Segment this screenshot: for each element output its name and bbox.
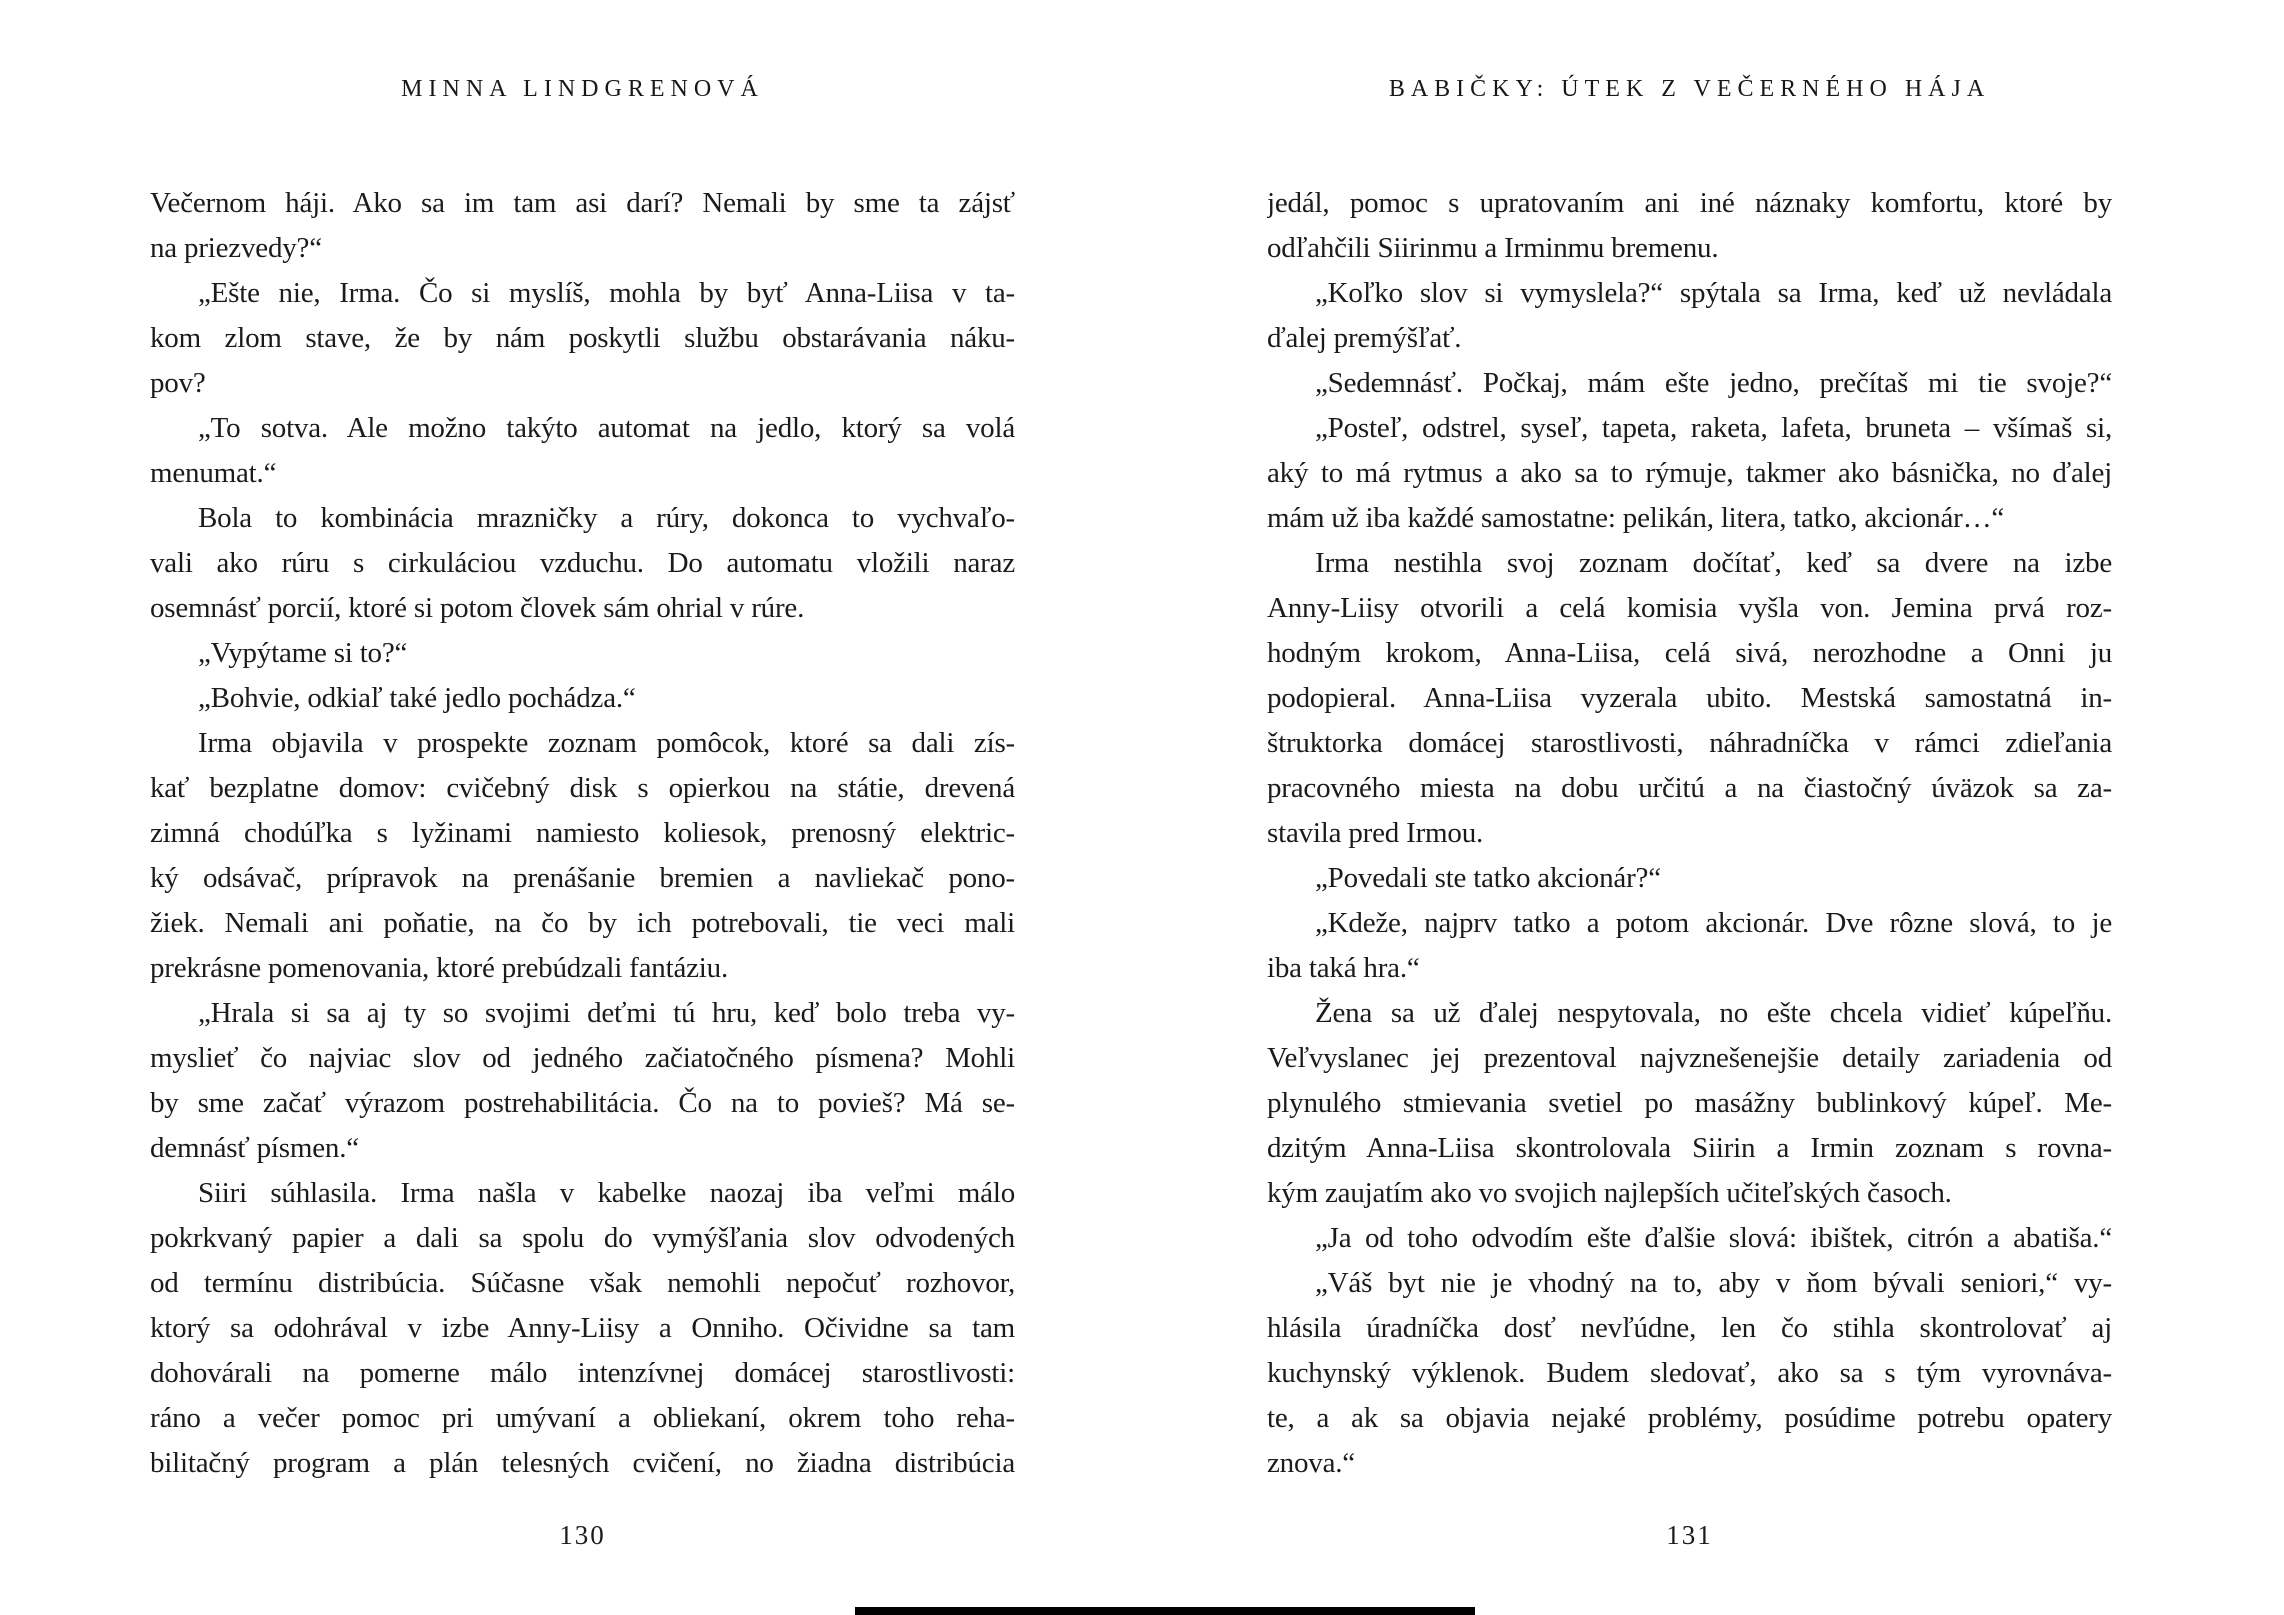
text-line: „Vypýtame si to?“: [198, 637, 408, 669]
running-head-left: MINNA LINDGRENOVÁ: [401, 76, 764, 102]
text-line: te, a ak sa objavia nejaké problémy, posúdime potrebu opatery: [1267, 1402, 2112, 1434]
text-line: menumat.“: [150, 457, 277, 489]
text-line: osemnásť porcií, ktoré si potom človek sám ohrial v rúre.: [150, 592, 805, 624]
text-line: ktorý sa odohrával v izbe Anny-Liisy a Onniho. Očividne sa tam: [150, 1312, 1015, 1344]
text-line: štruktorka domácej starostlivosti, náhradníčka v rámci zdieľania: [1267, 727, 2112, 759]
page-right: [1267, 0, 2112, 1615]
text-line: kom zlom stave, že by nám poskytli službu obstarávania náku-: [150, 322, 1015, 354]
text-line: „Sedemnásť. Počkaj, mám ešte jedno, prečítaš mi tie svoje?“: [1315, 367, 2112, 399]
page-body-right: [1267, 181, 2112, 1486]
text-line: ďalej premýšľať.: [1267, 322, 1462, 354]
text-line: dohovárali na pomerne málo intenzívnej domácej starostlivosti:: [150, 1357, 1015, 1389]
text-line: „To sotva. Ale možno takýto automat na jedlo, ktorý sa volá: [198, 412, 1015, 444]
text-line: „Hrala si sa aj ty so svojimi deťmi tú hru, keď bolo treba vy-: [198, 997, 1015, 1029]
page-body-left: [150, 181, 1015, 1486]
text-line: stavila pred Irmou.: [1267, 817, 1484, 849]
text-line: Bola to kombinácia mrazničky a rúry, dokonca to vychvaľo-: [198, 502, 1015, 534]
text-line: zimná chodúľka s lyžinami namiesto koliesok, prenosný elektric-: [150, 817, 1015, 849]
text-line: „Ja od toho odvodím ešte ďalšie slová: ibištek, citrón a abatiša.“: [1315, 1222, 2112, 1254]
text-line: Večernom háji. Ako sa im tam asi darí? Nemali by sme ta zájsť: [150, 187, 1015, 219]
text-line: žiek. Nemali ani poňatie, na čo by ich potrebovali, tie veci mali: [150, 907, 1015, 939]
text-line: pracovného miesta na dobu určitú a na čiastočný úväzok sa za-: [1267, 772, 2112, 804]
text-line: podopieral. Anna-Liisa vyzerala ubito. Mestská samostatná in-: [1267, 682, 2112, 714]
text-line: odľahčili Siirinmu a Irminmu bremenu.: [1267, 232, 1719, 264]
text-line: prekrásne pomenovania, ktoré prebúdzali fantáziu.: [150, 952, 729, 984]
text-line: kým zaujatím ako vo svojich najlepších učiteľských časoch.: [1267, 1177, 1952, 1209]
page-number-left: 130: [559, 1520, 606, 1550]
text-line: hlásila úradníčka dosť nevľúdne, len čo stihla skontrolovať aj: [1267, 1312, 2112, 1344]
text-line: hodným krokom, Anna-Liisa, celá sivá, nerozhodne a Onni ju: [1267, 637, 2112, 669]
text-line: „Ešte nie, Irma. Čo si myslíš, mohla by byť Anna-Liisa v ta-: [198, 277, 1015, 309]
text-line: demnásť písmen.“: [150, 1132, 359, 1164]
text-line: aký to má rytmus a ako sa to rýmuje, takmer ako básnička, no ďalej: [1267, 457, 2112, 489]
bottom-bar: [855, 1607, 1475, 1615]
text-line: kať bezplatne domov: cvičebný disk s opierkou na státie, drevená: [150, 772, 1015, 804]
text-line: myslieť čo najviac slov od jedného začiatočného písmena? Mohli: [150, 1042, 1015, 1074]
text-line: kuchynský výklenok. Budem sledovať, ako sa s tým vyrovnáva-: [1267, 1357, 2112, 1389]
text-line: „Váš byt nie je vhodný na to, aby v ňom bývali seniori,“ vy-: [1315, 1267, 2112, 1299]
text-line: iba taká hra.“: [1267, 952, 1420, 984]
text-line: Veľvyslanec jej prezentoval najvznešenejšie detaily zariadenia od: [1267, 1042, 2112, 1074]
text-line: ráno a večer pomoc pri umývaní a obliekaní, okrem toho reha-: [150, 1402, 1015, 1434]
text-line: na priezvedy?“: [150, 232, 322, 264]
text-line: mám už iba každé samostatne: pelikán, litera, tatko, akcionár…“: [1267, 502, 2005, 534]
text-line: dzitým Anna-Liisa skontrolovala Siirin a Irmin zoznam s rovna-: [1267, 1132, 2112, 1164]
text-line: Irma objavila v prospekte zoznam pomôcok, ktoré sa dali zís-: [198, 727, 1015, 759]
text-line: jedál, pomoc s upratovaním ani iné náznaky komfortu, ktoré by: [1267, 187, 2112, 219]
text-line: „Posteľ, odstrel, syseľ, tapeta, raketa, lafeta, bruneta – všímaš si,: [1315, 412, 2112, 444]
text-line: Anny-Liisy otvorili a celá komisia vyšla von. Jemina prvá roz-: [1267, 592, 2112, 624]
text-line: Žena sa už ďalej nespytovala, no ešte chcela vidieť kúpeľňu.: [1315, 997, 2112, 1029]
page-left: [150, 0, 1015, 1615]
text-line: „Kdeže, najprv tatko a potom akcionár. Dve rôzne slová, to je: [1315, 907, 2112, 939]
text-line: „Koľko slov si vymyslela?“ spýtala sa Irma, keď už nevládala: [1315, 277, 2112, 309]
text-line: by sme začať výrazom postrehabilitácia. Čo na to povieš? Má se-: [150, 1087, 1015, 1119]
text-line: plynulého stmievania svetiel po masážny bublinkový kúpeľ. Me-: [1267, 1087, 2112, 1119]
text-line: ký odsávač, prípravok na prenášanie bremien a navliekač pono-: [150, 862, 1015, 894]
page-number-right: 131: [1666, 1520, 1713, 1550]
text-line: pokrkvaný papier a dali sa spolu do vymýšľania slov odvodených: [150, 1222, 1015, 1254]
text-line: Irma nestihla svoj zoznam dočítať, keď sa dvere na izbe: [1315, 547, 2112, 579]
text-line: pov?: [150, 367, 206, 399]
text-line: bilitačný program a plán telesných cvičení, no žiadna distribúcia: [150, 1447, 1015, 1479]
text-line: „Povedali ste tatko akcionár?“: [1315, 862, 1661, 894]
text-line: Siiri súhlasila. Irma našla v kabelke naozaj iba veľmi málo: [198, 1177, 1015, 1209]
text-line: znova.“: [1267, 1447, 1355, 1479]
running-head-right: BABIČKY: ÚTEK Z VEČERNÉHO HÁJA: [1388, 76, 1991, 102]
text-line: od termínu distribúcia. Súčasne však nemohli nepočuť rozhovor,: [150, 1267, 1015, 1299]
text-line: „Bohvie, odkiaľ také jedlo pochádza.“: [198, 682, 636, 714]
text-line: vali ako rúru s cirkuláciou vzduchu. Do automatu vložili naraz: [150, 547, 1015, 579]
